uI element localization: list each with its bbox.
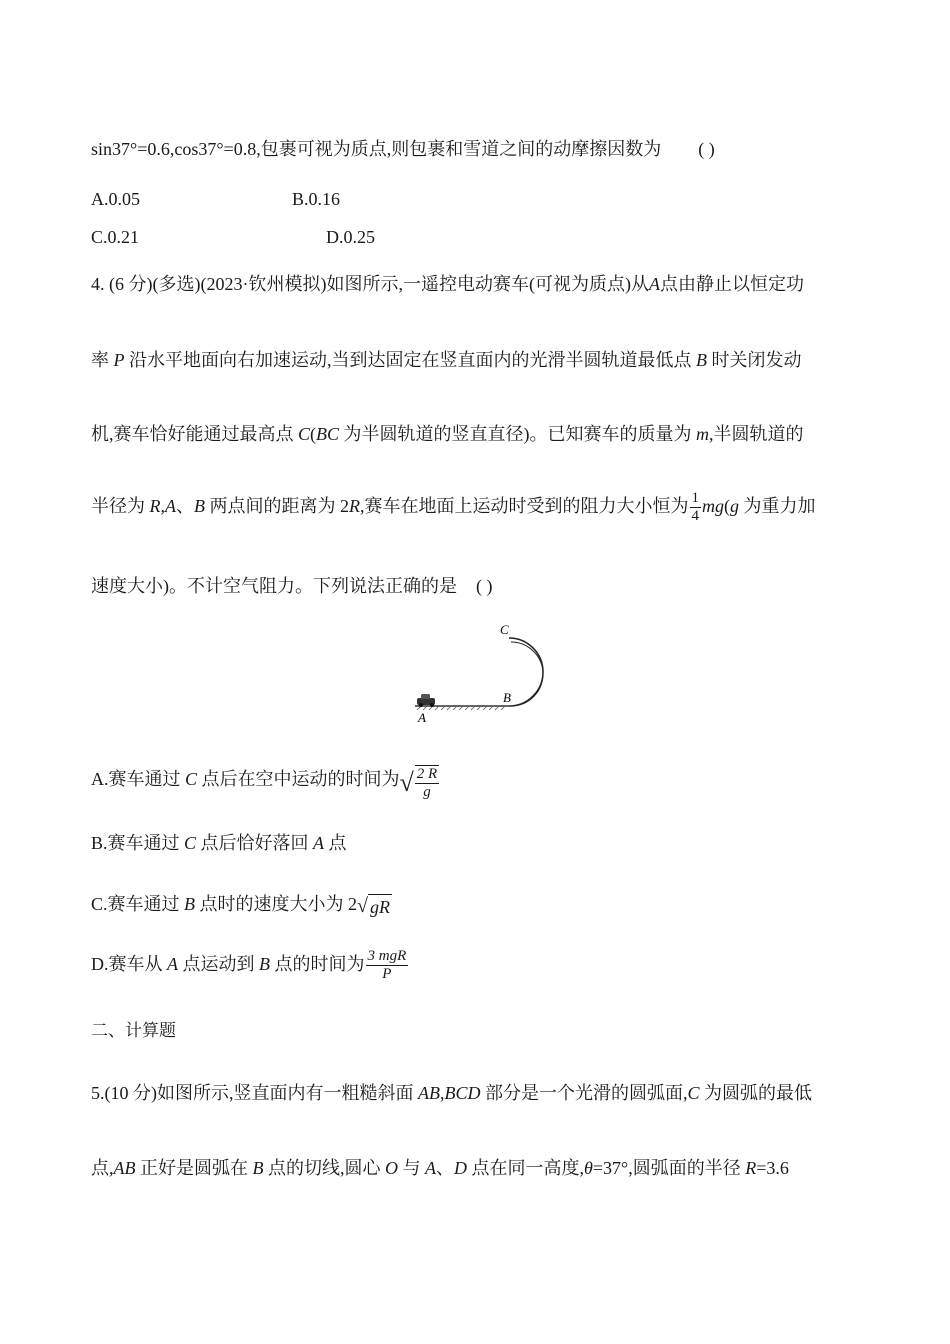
q5-line-2: 点,AB 正好是圆弧在 B 点的切线,圆心 O 与 A、D 点在同一高度,θ=37°,圆弧面的半径 R=3.6: [91, 1158, 789, 1178]
track-figure: [405, 618, 555, 728]
q5-line-1: 5.(10 分)如图所示,竖直面内有一粗糙斜面 AB,BCD 部分是一个光滑的圆弧面,C 为圆弧的最低: [91, 1083, 813, 1103]
answer-paren: ( ): [476, 576, 493, 596]
q3-option-d: D.0.25: [326, 227, 375, 247]
q3-stem-line: sin37°=0.6,cos37°=0.8,包裹可视为质点,则包裹和雪道之间的动摩擦因数为 ( ): [91, 139, 715, 159]
q4-line-3: 机,赛车恰好能通过最高点 C(BC 为半圆轨道的竖直直径)。已知赛车的质量为 m,半圆轨道的: [91, 424, 804, 444]
q4-option-d: D.赛车从 A 点运动到 B 点的时间为 $\frac{\text{3 mgR}}{P}$: [91, 948, 407, 983]
q4-option-c: C.赛车通过 B 点时的速度大小为 2√ gR: [91, 894, 390, 918]
label-b: B: [503, 690, 511, 705]
label-c: C: [500, 622, 509, 637]
q3-option-a: A.0.05: [91, 189, 140, 209]
car-icon: [417, 694, 435, 707]
q4-option-b: B.赛车通过 C 点后恰好落回 A 点: [91, 833, 347, 853]
sqrt-expression: √ $\frac{2 R}{g}$: [399, 765, 438, 800]
q3-option-b: B.0.16: [292, 189, 341, 209]
semicircle-outer: [509, 638, 543, 706]
label-a: A: [418, 710, 426, 725]
q3-option-c: C.0.21: [91, 227, 140, 247]
semicircle-inner: [511, 642, 543, 706]
q4-line-5: 速度大小)。不计空气阻力。下列说法正确的是 ( ): [91, 576, 493, 596]
answer-paren: ( ): [698, 139, 715, 159]
q4-line-1: 4. (6 分)(多选)(2023·钦州模拟)如图所示,一遥控电动赛车(可视为质点)从A点由静止以恒定功: [91, 274, 804, 294]
section-heading: 二、计算题: [91, 1021, 176, 1041]
q4-line-4: 半径为 R,A、B 两点间的距离为 2R,赛车在地面上运动时受到的阻力大小恒为 $\frac{1}{4}$ mg(g 为重力加: [91, 490, 816, 525]
sqrt-expression: √ gR: [357, 895, 390, 918]
fraction-one-quarter: $\frac{1}{4}$: [691, 490, 699, 525]
q4-line-2: 率 P 沿水平地面向右加速运动,当到达固定在竖直面内的光滑半圆轨道最低点 B 时关闭发动: [91, 350, 802, 370]
q4-option-a: A.赛车通过 C 点后在空中运动的时间为√ $\frac{2 R}{g}$: [91, 756, 440, 804]
fraction-expression: $\frac{\text{3 mgR}}{P}$: [367, 948, 407, 983]
